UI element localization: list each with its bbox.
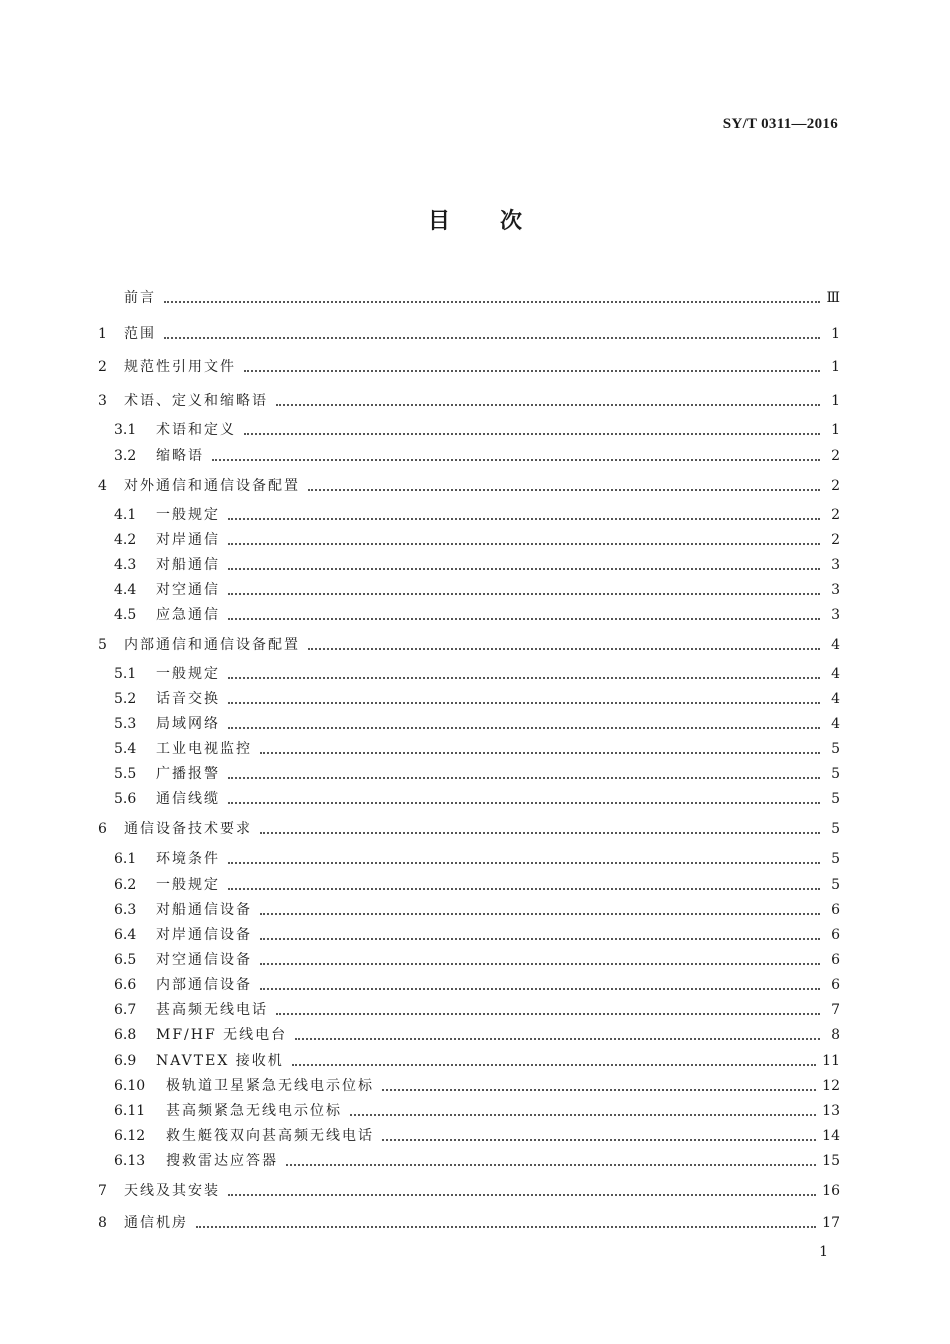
toc-entry-label: 工业电视监控 <box>156 741 252 757</box>
toc-leader-dots <box>228 618 820 620</box>
toc-entry-number: 4.2 <box>114 532 137 548</box>
page-number: 1 <box>819 1244 828 1260</box>
toc-entry <box>114 1151 840 1171</box>
toc-leader-dots <box>228 802 820 804</box>
toc-entry-page: 2 <box>831 448 840 464</box>
toc-entry-number: 1 <box>98 326 107 342</box>
toc-leader-dots <box>308 648 820 650</box>
toc-entry-label: 缩略语 <box>156 448 204 464</box>
toc-entry-label: 对船通信设备 <box>156 902 252 918</box>
toc-entry-number: 4.4 <box>114 582 137 598</box>
toc-leader-dots <box>244 433 820 435</box>
toc-entry <box>98 635 840 655</box>
title-char-2: 次 <box>500 209 523 234</box>
toc-entry-label: 对空通信 <box>156 582 220 598</box>
toc-entry-page: 14 <box>822 1128 840 1144</box>
toc-entry <box>114 1051 840 1071</box>
toc-entry-label: 话音交换 <box>156 691 220 707</box>
toc-entry-page: 6 <box>831 952 840 968</box>
toc-entry-number: 5.6 <box>114 791 137 807</box>
toc-entry <box>114 580 840 600</box>
toc-entry <box>98 391 840 411</box>
toc-entry-label: 一般规定 <box>156 877 220 893</box>
toc-entry-label: 对空通信设备 <box>156 952 252 968</box>
toc-entry-number: 6.11 <box>114 1103 146 1119</box>
toc-entry <box>114 664 840 684</box>
toc-entry <box>98 357 840 377</box>
toc-entry <box>114 1126 840 1146</box>
toc-entry-number: 6.5 <box>114 952 137 968</box>
toc-entry-label: 对外通信和通信设备配置 <box>124 478 300 494</box>
toc-leader-dots <box>286 1164 816 1166</box>
toc-entry-page: Ⅲ <box>826 290 840 306</box>
toc-leader-dots <box>228 888 820 890</box>
toc-leader-dots <box>164 301 820 303</box>
toc-entry-number: 5 <box>98 637 107 653</box>
toc-entry-number: 6.12 <box>114 1128 146 1144</box>
toc-leader-dots <box>308 489 820 491</box>
toc-leader-dots <box>228 677 820 679</box>
toc-entry-number: 4 <box>98 478 107 494</box>
toc-entry-number: 3.2 <box>114 448 137 464</box>
toc-entry <box>114 1025 840 1045</box>
toc-leader-dots <box>260 752 820 754</box>
toc-entry-page: 3 <box>831 557 840 573</box>
toc-entry-number: 6.3 <box>114 902 137 918</box>
toc-entry-page: 6 <box>831 977 840 993</box>
toc-entry-label: 规范性引用文件 <box>124 359 236 375</box>
toc-entry-label: 通信设备技术要求 <box>124 821 252 837</box>
toc-entry-page: 3 <box>831 582 840 598</box>
toc-entry-number: 4.5 <box>114 607 137 623</box>
toc-entry-page: 5 <box>831 791 840 807</box>
toc-entry-number: 6.4 <box>114 927 137 943</box>
toc-entry-page: 4 <box>831 716 840 732</box>
toc-entry <box>114 530 840 550</box>
toc-entry-number: 4.3 <box>114 557 137 573</box>
toc-leader-dots <box>228 862 820 864</box>
toc-entry-label: 广播报警 <box>156 766 220 782</box>
toc-entry-page: 2 <box>831 532 840 548</box>
toc-entry-number: 6.8 <box>114 1027 137 1043</box>
toc-entry-label: 内部通信设备 <box>156 977 252 993</box>
toc-leader-dots <box>228 518 820 520</box>
toc-entry <box>114 446 840 466</box>
toc-entry <box>114 975 840 995</box>
toc-entry-page: 7 <box>831 1002 840 1018</box>
toc-leader-dots <box>228 568 820 570</box>
toc-leader-dots <box>350 1114 816 1116</box>
toc-entry-number: 3 <box>98 393 107 409</box>
toc-entry-number: 6.6 <box>114 977 137 993</box>
toc-entry-page: 5 <box>831 851 840 867</box>
toc-entry <box>114 1000 840 1020</box>
toc-entry-page: 2 <box>831 507 840 523</box>
toc-entry-label: 通信线缆 <box>156 791 220 807</box>
toc-leader-dots <box>228 777 820 779</box>
toc-entry-number: 7 <box>98 1183 107 1199</box>
toc-entry <box>98 476 840 496</box>
toc-entry <box>98 1181 840 1201</box>
toc-entry <box>114 420 840 440</box>
toc-leader-dots <box>228 593 820 595</box>
toc-entry-label: 应急通信 <box>156 607 220 623</box>
toc-entry-label: 前言 <box>124 290 156 306</box>
toc-entry-label: 一般规定 <box>156 507 220 523</box>
toc-entry <box>114 764 840 784</box>
toc-entry-number: 4.1 <box>114 507 137 523</box>
toc-leader-dots <box>244 370 820 372</box>
toc-entry <box>114 849 840 869</box>
toc-entry-number: 5.2 <box>114 691 137 707</box>
toc-entry <box>98 288 840 308</box>
toc-entry-page: 16 <box>822 1183 840 1199</box>
standard-code: SY/T 0311—2016 <box>722 116 838 132</box>
toc-entry-label: 术语、定义和缩略语 <box>124 393 268 409</box>
toc-entry-page: 3 <box>831 607 840 623</box>
toc-entry <box>114 555 840 575</box>
toc-entry-label: 局域网络 <box>156 716 220 732</box>
toc-entry-page: 8 <box>831 1027 840 1043</box>
toc-entry-page: 4 <box>831 637 840 653</box>
toc-entry-number: 5.4 <box>114 741 137 757</box>
toc-entry <box>114 925 840 945</box>
toc-leader-dots <box>260 963 820 965</box>
toc-leader-dots <box>292 1064 816 1066</box>
toc-entry-number: 6 <box>98 821 107 837</box>
toc-leader-dots <box>228 543 820 545</box>
toc-entry <box>114 739 840 759</box>
toc-entry-page: 13 <box>822 1103 840 1119</box>
toc-entry-label: 极轨道卫星紧急无线电示位标 <box>166 1078 374 1094</box>
toc-leader-dots <box>295 1038 820 1040</box>
toc-entry <box>114 1101 840 1121</box>
toc-entry-label: 环境条件 <box>156 851 220 867</box>
toc-entry <box>114 605 840 625</box>
toc-entry-page: 17 <box>822 1215 840 1231</box>
toc-entry-number: 3.1 <box>114 422 137 438</box>
toc-entry-page: 6 <box>831 927 840 943</box>
toc-entry-label: 对岸通信设备 <box>156 927 252 943</box>
toc-entry-number: 8 <box>98 1215 107 1231</box>
toc-leader-dots <box>196 1226 816 1228</box>
toc-entry-label: 甚高频紧急无线电示位标 <box>166 1103 342 1119</box>
toc-entry-label: 一般规定 <box>156 666 220 682</box>
toc-entry-page: 5 <box>831 821 840 837</box>
toc-entry-page: 2 <box>831 478 840 494</box>
toc-entry-number: 6.7 <box>114 1002 137 1018</box>
toc-entry-label: 对船通信 <box>156 557 220 573</box>
toc-leader-dots <box>164 337 820 339</box>
toc-entry-page: 12 <box>822 1078 840 1094</box>
toc-entry-number: 5.1 <box>114 666 137 682</box>
toc-entry-number: 2 <box>98 359 107 375</box>
toc-entry-page: 5 <box>831 877 840 893</box>
toc-entry-page: 5 <box>831 766 840 782</box>
toc-entry <box>114 875 840 895</box>
toc-entry <box>114 689 840 709</box>
toc-entry-page: 5 <box>831 741 840 757</box>
toc-entry-page: 4 <box>831 691 840 707</box>
toc-leader-dots <box>212 459 820 461</box>
toc-leader-dots <box>382 1139 816 1141</box>
toc-entry <box>114 505 840 525</box>
toc-entry-page: 1 <box>831 393 840 409</box>
toc-entry <box>98 324 840 344</box>
toc-entry-page: 1 <box>831 326 840 342</box>
toc-leader-dots <box>260 913 820 915</box>
toc-entry-page: 1 <box>831 359 840 375</box>
toc-entry <box>114 789 840 809</box>
toc-leader-dots <box>276 1013 820 1015</box>
toc-entry-label: NAVTEX 接收机 <box>156 1053 284 1069</box>
toc-entry-number: 6.1 <box>114 851 137 867</box>
toc-entry-number: 6.9 <box>114 1053 137 1069</box>
toc-entry-label: 范围 <box>124 326 156 342</box>
toc-leader-dots <box>260 832 820 834</box>
toc-leader-dots <box>382 1089 816 1091</box>
toc-entry-page: 15 <box>822 1153 840 1169</box>
toc-entry-number: 5.5 <box>114 766 137 782</box>
toc-entry-page: 1 <box>831 422 840 438</box>
title-char-1: 目 <box>427 209 450 234</box>
toc-entry <box>98 819 840 839</box>
toc-leader-dots <box>228 727 820 729</box>
toc-entry-page: 6 <box>831 902 840 918</box>
toc-entry-number: 6.10 <box>114 1078 146 1094</box>
toc-entry-label: 内部通信和通信设备配置 <box>124 637 300 653</box>
toc-entry-label: 通信机房 <box>124 1215 188 1231</box>
toc-entry-label: 术语和定义 <box>156 422 236 438</box>
toc-entry-label: 搜救雷达应答器 <box>166 1153 278 1169</box>
toc-entry <box>114 1076 840 1096</box>
toc-entry <box>98 1213 840 1233</box>
toc-entry-label: 天线及其安装 <box>124 1183 220 1199</box>
toc-entry <box>114 900 840 920</box>
toc-entry-number: 6.13 <box>114 1153 146 1169</box>
toc-leader-dots <box>228 702 820 704</box>
toc-entry-label: 甚高频无线电话 <box>156 1002 268 1018</box>
toc-entry-label: MF/HF 无线电台 <box>156 1027 288 1043</box>
toc-entry <box>114 950 840 970</box>
toc-entry-label: 救生艇筏双向甚高频无线电话 <box>166 1128 374 1144</box>
toc-entry-label: 对岸通信 <box>156 532 220 548</box>
toc-entry-page: 11 <box>822 1053 840 1069</box>
toc-entry <box>114 714 840 734</box>
toc-leader-dots <box>276 404 820 406</box>
toc-leader-dots <box>260 938 820 940</box>
toc-leader-dots <box>228 1194 816 1196</box>
page-title <box>0 204 950 235</box>
toc-leader-dots <box>260 988 820 990</box>
toc-entry-number: 6.2 <box>114 877 137 893</box>
toc-entry-page: 4 <box>831 666 840 682</box>
toc-entry-number: 5.3 <box>114 716 137 732</box>
